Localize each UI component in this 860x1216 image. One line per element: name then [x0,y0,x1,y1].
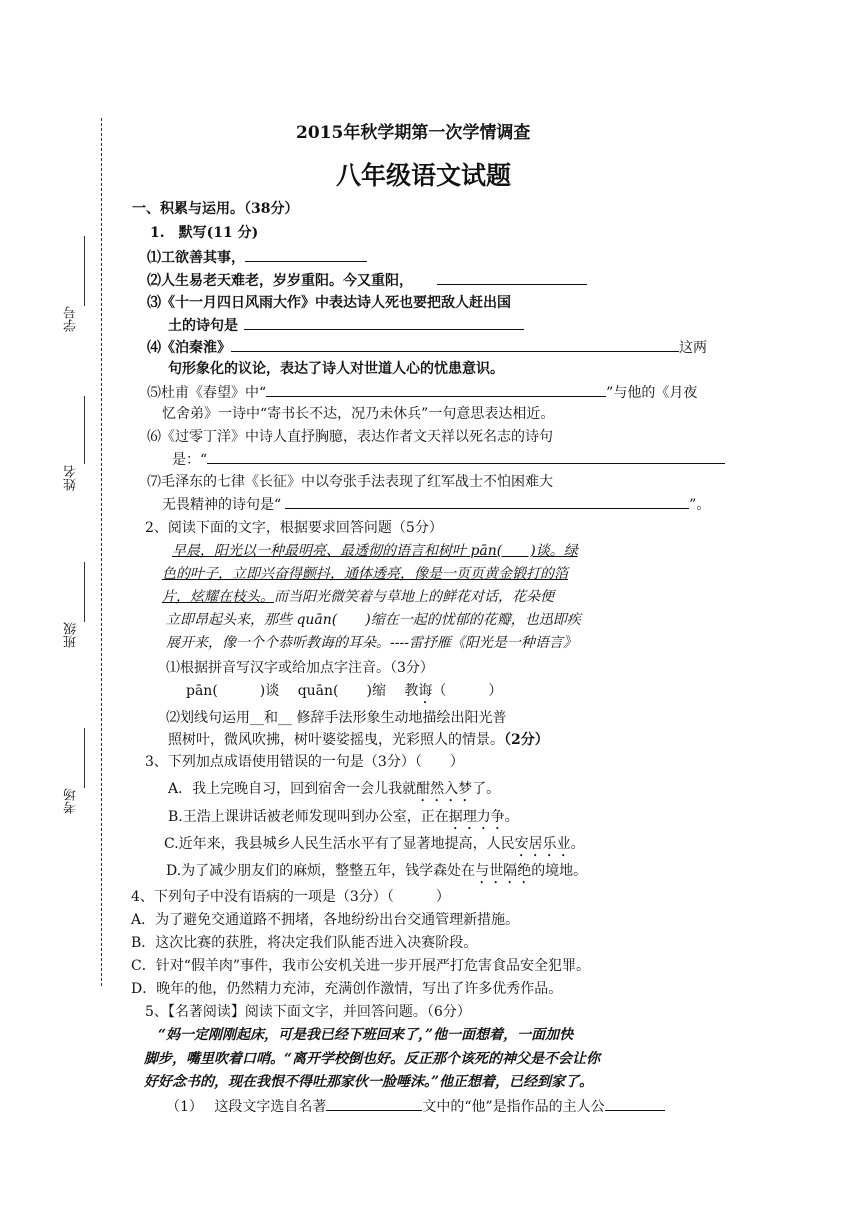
answer-blank[interactable] [244,314,524,330]
side-fill-line-exam-room [84,728,85,788]
q1-line7a: ⑺毛泽东的七律《长征》中以夸张手法表现了红军战士不怕困难大 [147,474,553,490]
q2-sub1-answer-line: pān( )谈 quān( )缩 教诲（ ） [186,683,503,699]
q5-passage-line3: 好好念书的，现在我恨不得吐那家伙一脸唾沫。”他正想着，已经到家了。 [144,1074,594,1090]
q4-heading: 4、下列句子中没有语病的一项是（3分）（ ） [131,889,450,905]
q3-option-c: C.近年来，我县城乡人民生活水平有了显著地提高，人民安居乐业。 [164,836,585,852]
q5-passage-line1: “妈一定刚刚起床，可是我已经下班回来了，”他一面想着，一面加快 [158,1027,574,1043]
q4-option-d: D．晚年的他，仍然精力充沛，充满创作激情，写出了许多优秀作品。 [131,981,563,997]
q2-passage-line1: 早晨，阳光以一种最明亮、最透彻的语言和树叶 pān( )谈。绿 [172,543,578,559]
q1-line1: ⑴工欲善其事， [147,246,367,267]
q1-line2: ⑵人生易老天难老，岁岁重阳。今又重阳， [147,269,587,290]
answer-blank[interactable] [605,1095,665,1111]
side-label-name: 姓名 [64,465,79,491]
q1-line3b: 土的诗句是 [168,314,524,335]
side-label-student-id: 学号 [64,306,79,332]
answer-blank[interactable] [437,269,587,285]
side-label-exam-room: 考场 [64,788,79,814]
q1-line7b: 无畏精神的诗句是“ ”。 [162,493,710,514]
q5-passage-line2: 脚步，嘴里吹着口哨。“离开学校倒也好。反正那个该死的神父是不会让你 [144,1051,601,1067]
binding-dashed-line [101,118,102,986]
q4-option-b: B．这次比赛的获胜，将决定我们队能否进入决赛阶段。 [131,935,478,951]
section-heading: 一、积累与运用。（38分） [132,201,299,217]
q3-option-b: B.王浩上课讲话被老师发现叫到办公室，正在据理力争。 [168,809,519,825]
q5-heading: 5、【名著阅读】阅读下面文字，并回答问题。（6分） [145,1004,471,1020]
q4-option-a: A．为了避免交通道路不拥堵，各地纷纷出台交通管理新措施。 [131,912,520,928]
q2-sub2-line1: ⑵划线句运用__和__ 修辞手法形象生动地描绘出阳光普 [166,710,507,726]
q2-passage-line2: 色的叶子，立即兴奋得颤抖，通体透亮，像是一页页黄金锻打的箔 [162,566,568,582]
q2-sub2-line2: 照树叶，微风吹拂，树叶婆娑摇曳，光彩照人的情景。（2分） [168,732,549,748]
answer-blank[interactable] [245,246,367,262]
q3-option-d: D.为了减少朋友们的麻烦，整整五年，钱学森处在与世隔绝的境地。 [166,863,588,879]
q1-line4a: ⑷《泊秦淮》 这两 [147,336,707,357]
q2-heading: 2、阅读下面的文字，根据要求回答问题（5分） [145,520,443,536]
exam-subtitle: 八年级语文试题 [336,161,512,190]
q2-passage-line3: 片，炫耀在枝头。而当阳光微笑着与草地上的鲜花对话，花朵便 [162,589,554,605]
q1-line6b: 是：“ [172,448,725,469]
q5-sub1: （1） 这段文字选自名著 文中的“他”是指作品的主人公 [166,1095,665,1116]
q2-sub1: ⑴根据拼音写汉字或给加点字注音。（3分） [166,660,434,676]
side-fill-line-name [84,396,85,464]
q1-heading: 1. 默写(11 分) [150,225,259,241]
exam-title: 2015年秋学期第一次学情调查 [296,123,531,143]
q2-passage-line5: 展开来，像一个个恭听教诲的耳朵。----雷抒雁《阳光是一种语言》 [166,635,577,651]
side-fill-line-class [84,562,85,622]
q1-line4b: 句形象化的议论，表达了诗人对世道人心的忧患意识。 [168,361,504,377]
q3-option-a: A．我上完晚自习，回到宿舍一会儿我就酣然入梦了。 [168,781,501,797]
q4-option-c: C．针对“假羊肉”事件，我市公安机关进一步开展严打危害食品安全犯罪。 [131,958,591,974]
side-fill-line-student-id [84,236,85,306]
q1-line5b: 忆舍弟》一诗中“寄书长不达，况乃未休兵”一句意思表达相近。 [162,406,555,422]
answer-blank[interactable] [207,448,725,464]
q2-passage-line4: 立即昂起头来，那些 quān( )缩在一起的忧郁的花瓣，也迅即疾 [166,612,581,628]
q3-heading: 3、下列加点成语使用错误的一句是（3分）（ ） [145,754,464,770]
answer-blank[interactable] [285,493,689,509]
answer-blank[interactable] [326,1095,422,1111]
q1-line6a: ⑹《过零丁洋》中诗人直抒胸臆，表达作者文天祥以死名志的诗句 [147,429,553,445]
q1-line5a: ⑸杜甫《春望》中“ ”与他的《月夜 [147,381,697,402]
side-label-class: 班级 [64,622,79,648]
q1-line3a: ⑶《十一月四日风雨大作》中表达诗人死也要把敌人赶出国 [147,295,511,311]
answer-blank[interactable] [266,381,606,397]
